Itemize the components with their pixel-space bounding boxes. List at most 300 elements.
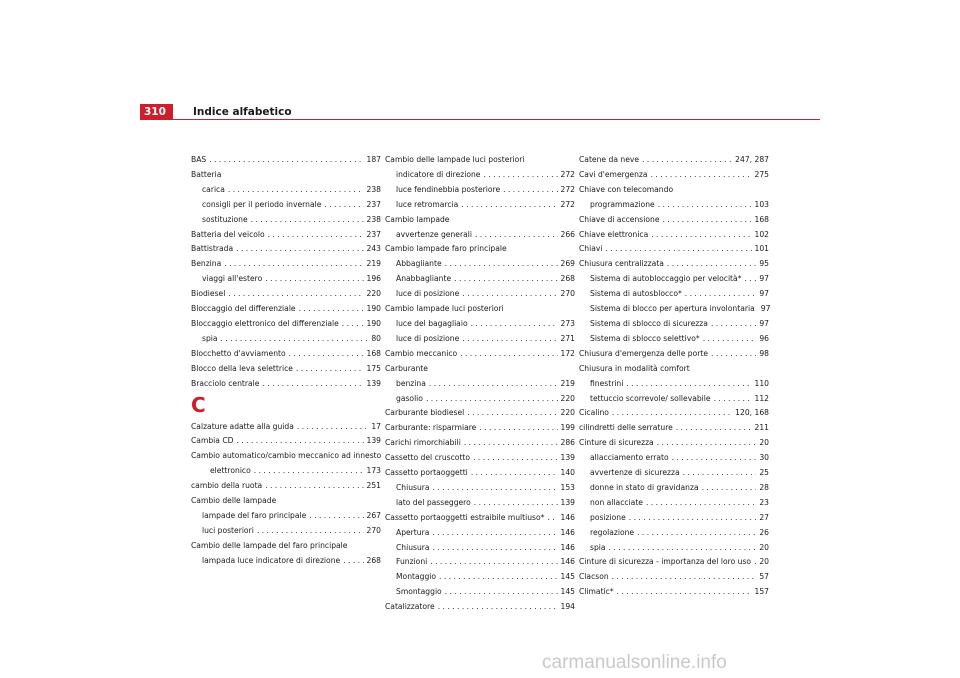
index-entry [579, 511, 769, 526]
dot-leader [257, 524, 364, 539]
index-entry [579, 332, 769, 347]
index-entry [579, 168, 769, 183]
dot-leader [483, 168, 557, 183]
index-entry [191, 153, 381, 168]
dot-leader [433, 481, 558, 496]
index-entry [385, 526, 575, 541]
dot-leader [439, 570, 557, 585]
index-entry [579, 347, 769, 362]
entry-page: 80 [371, 333, 381, 343]
dot-leader [237, 434, 364, 449]
index-entry [385, 257, 575, 272]
dot-leader [547, 511, 557, 526]
index-entry [191, 554, 381, 569]
entry-page: 247, 287 [735, 155, 769, 164]
index-entry [385, 481, 575, 496]
index-entry [191, 332, 381, 347]
entry-text: Biodiesel [191, 289, 226, 299]
entry-page: 26 [759, 527, 769, 537]
entry-page: 140 [560, 468, 575, 478]
dot-leader [711, 347, 756, 362]
entry-page: 139 [366, 436, 381, 446]
index-entry [191, 272, 381, 287]
index-entry [579, 317, 769, 332]
index-entry [385, 496, 575, 511]
entry-page: 211 [754, 423, 769, 433]
entry-text: luce del bagagliaio [396, 318, 468, 328]
entry-text: programmazione [590, 199, 655, 209]
dot-leader [473, 451, 557, 466]
index-heading: Carburante [385, 363, 428, 373]
entry-text: elettronico [210, 466, 251, 476]
index-heading: Chiusura in modalità comfort [579, 363, 690, 373]
entry-text: sostituzione [202, 214, 248, 224]
dot-leader [426, 392, 558, 407]
index-entry [579, 228, 769, 243]
entry-text: lampade del faro principale [202, 510, 307, 520]
index-entry [191, 464, 381, 479]
entry-page: 237 [366, 229, 381, 239]
entry-page: 173 [366, 466, 381, 476]
entry-text: indicatore di direzione [396, 169, 481, 179]
entry-page: 95 [759, 259, 769, 269]
entry-page: 238 [366, 214, 381, 224]
entry-text: Sistema di sblocco di sicurezza [590, 318, 708, 328]
dot-leader [228, 287, 363, 302]
index-entry [385, 332, 575, 347]
index-entry [579, 213, 769, 228]
entry-text: Batteria del veicolo [191, 229, 265, 239]
entry-page: 112 [754, 393, 769, 403]
dot-leader [254, 464, 364, 479]
dot-leader [236, 242, 363, 257]
index-heading: Batteria [191, 169, 222, 179]
index-entry [385, 228, 575, 243]
index-heading: Cambio automatico/cambio meccanico ad innesto [191, 451, 382, 461]
index-entry [385, 183, 575, 198]
dot-leader [646, 496, 756, 511]
index-heading: Cambio delle lampade luci posteriori [385, 155, 525, 164]
index-entry [385, 436, 575, 451]
dot-leader [702, 481, 757, 496]
entry-text: Cinture di sicurezza [579, 438, 654, 448]
entry-page: 220 [560, 408, 575, 418]
entry-page: 190 [366, 318, 381, 328]
dot-leader [464, 436, 558, 451]
entry-page: 102 [754, 229, 769, 239]
entry-text: benzina [396, 378, 426, 388]
index-entry [385, 541, 575, 556]
entry-text: allacciamento errato [590, 453, 669, 463]
entry-page: 146 [560, 557, 575, 567]
dot-leader [637, 526, 756, 541]
index-entry [579, 287, 769, 302]
dot-leader [299, 302, 364, 317]
entry-page: 97 [760, 304, 771, 314]
entry-text: Bloccaggio del differenziale [191, 304, 296, 314]
entry-text: Climatic* [579, 587, 614, 597]
entry-page: 97 [759, 289, 769, 299]
entry-text: BAS [191, 155, 207, 164]
index-entry [579, 541, 769, 556]
index-entry [385, 317, 575, 332]
dot-leader [228, 183, 364, 198]
dot-leader [467, 406, 557, 421]
index-entry [579, 451, 769, 466]
dot-leader [471, 317, 558, 332]
entry-text: viaggi all'estero [202, 274, 263, 284]
dot-leader [445, 585, 558, 600]
entry-text: Cassetto del cruscotto [385, 453, 471, 463]
index-entry [579, 481, 769, 496]
index-entry [579, 198, 769, 213]
entry-page: 272 [560, 169, 575, 179]
dot-leader [685, 287, 757, 302]
index-entry [579, 257, 769, 272]
entry-text: Smontaggio [396, 587, 442, 597]
entry-page: 267 [366, 510, 381, 520]
entry-text: finestrini [590, 378, 624, 388]
entry-text: Cicalino [579, 408, 609, 418]
index-entry [191, 183, 381, 198]
entry-page: 272 [560, 184, 575, 194]
index-entry [385, 585, 575, 600]
entry-text: Blocco della leva selettrice [191, 363, 293, 373]
index-entry [579, 392, 769, 407]
index-heading: Cambio lampade [385, 214, 450, 224]
index-entry [579, 272, 769, 287]
entry-text: Cambia CD [191, 436, 234, 446]
entry-text: luci posteriori [202, 525, 254, 535]
entry-text: Cavi d'emergenza [579, 169, 648, 179]
entry-text: Benzina [191, 259, 222, 269]
entry-text: luce di posizione [396, 333, 460, 343]
watermark: carmanualsonline.info [542, 652, 727, 673]
dot-leader [432, 526, 557, 541]
dot-leader [642, 153, 732, 168]
index-entry [191, 198, 381, 213]
entry-text: Sistema di sblocco selettivo* [590, 333, 700, 343]
entry-text: cambio della ruota [191, 481, 263, 491]
entry-text: gasolio [396, 393, 423, 403]
index-entry [385, 287, 575, 302]
entry-text: Blocchetto d'avviamento [191, 348, 286, 358]
entry-text: Carburante biodiesel [385, 408, 465, 418]
entry-page: 251 [366, 481, 381, 491]
entry-page: 172 [560, 348, 575, 358]
dot-leader [445, 257, 558, 272]
dot-leader [754, 555, 756, 570]
entry-page: 146 [560, 542, 575, 552]
entry-page: 17 [371, 421, 381, 431]
entry-text: luce fendinebbia posteriore [396, 184, 501, 194]
entry-page: 145 [560, 587, 575, 597]
dot-leader [703, 332, 757, 347]
index-entry [579, 526, 769, 541]
entry-text: Sistema di blocco per apertura involontaria [590, 304, 755, 314]
entry-text: posizione [590, 512, 626, 522]
entry-text: luce retromarcia [396, 199, 459, 209]
entry-page: 194 [560, 602, 575, 612]
section-letter: C [191, 392, 206, 417]
dot-leader [658, 198, 752, 213]
dot-leader [324, 198, 363, 213]
index-entry [385, 377, 575, 392]
dot-leader [309, 509, 363, 524]
dot-leader [503, 183, 557, 198]
dot-leader [429, 377, 558, 392]
entry-page: 266 [560, 229, 575, 239]
index-entry [191, 317, 381, 332]
entry-text: spia [590, 542, 606, 552]
dot-leader [265, 272, 363, 287]
dot-leader [683, 466, 757, 481]
entry-page: 268 [366, 555, 381, 565]
dot-leader [474, 496, 558, 511]
entry-page: 175 [366, 363, 381, 373]
dot-leader [433, 541, 558, 556]
entry-text: consigli per il periodo invernale [202, 199, 322, 209]
entry-text: Carichi rimorchiabili [385, 438, 461, 448]
entry-page: 139 [560, 497, 575, 507]
entry-text: avvertenze di sicurezza [590, 468, 680, 478]
dot-leader [629, 511, 757, 526]
entry-page: 20 [759, 557, 769, 567]
entry-text: Sistema di autobloccaggio per velocità* [590, 274, 742, 284]
dot-leader [711, 317, 756, 332]
dot-leader [289, 347, 364, 362]
index-entry [385, 347, 575, 362]
entry-page: 30 [759, 453, 769, 463]
entry-text: tettuccio scorrevole/ sollevabile [590, 393, 711, 403]
index-entry [385, 555, 575, 570]
entry-page: 269 [560, 259, 575, 269]
dot-leader [342, 317, 364, 332]
entry-page: 237 [366, 199, 381, 209]
entry-page: 27 [759, 512, 769, 522]
entry-text: Chiave elettronica [579, 229, 649, 239]
index-entry [579, 242, 769, 257]
dot-leader [612, 570, 757, 585]
entry-page: 25 [759, 468, 769, 478]
entry-text: Cassetto portaoggetti estraibile multiuso* [385, 512, 545, 522]
entry-page: 153 [560, 482, 575, 492]
entry-page: 157 [754, 587, 769, 597]
entry-text: avvertenze generali [396, 229, 472, 239]
page-title: Indice alfabetico [193, 106, 292, 118]
dot-leader [479, 421, 557, 436]
dot-leader [297, 420, 368, 435]
index-entry [579, 406, 769, 421]
entry-page: 270 [560, 289, 575, 299]
entry-text: spia [202, 333, 218, 343]
index-entry [191, 302, 381, 317]
entry-text: Abbagliante [396, 259, 442, 269]
dot-leader [209, 153, 363, 168]
dot-leader [609, 541, 757, 556]
dot-leader [296, 362, 364, 377]
dot-leader [745, 272, 757, 287]
dot-leader [462, 332, 557, 347]
page-number: 310 [144, 106, 166, 118]
entry-text: cilindretti delle serrature [579, 423, 673, 433]
index-heading: Cambio delle lampade [191, 496, 277, 506]
dot-leader [605, 242, 751, 257]
entry-text: Chiusura d'emergenza delle porte [579, 348, 709, 358]
entry-text: Bracciolo centrale [191, 378, 260, 388]
index-entry [385, 451, 575, 466]
entry-page: 120, 168 [735, 408, 769, 418]
index-entry [191, 242, 381, 257]
entry-text: Sistema di autosblocco* [590, 289, 682, 299]
entry-page: 139 [560, 453, 575, 463]
index-entry [385, 198, 575, 213]
dot-leader [262, 377, 363, 392]
dot-leader [460, 347, 557, 362]
entry-page: 23 [759, 497, 769, 507]
entry-text: Cinture di sicurezza - importanza del loro uso [579, 557, 752, 567]
index-entry [579, 421, 769, 436]
index-entry [385, 570, 575, 585]
dot-leader [626, 377, 751, 392]
dot-leader [268, 228, 364, 243]
index-heading: Cambio lampade luci posteriori [385, 304, 504, 314]
index-column-2 [385, 153, 575, 615]
entry-page: 101 [754, 244, 769, 254]
entry-page: 219 [560, 378, 575, 388]
index-heading: Chiave con telecomando [579, 184, 674, 194]
index-entry [385, 421, 575, 436]
dot-leader [251, 213, 364, 228]
entry-page: 146 [560, 512, 575, 522]
entry-text: Chiusura centralizzata [579, 259, 664, 269]
index-entry [191, 420, 381, 435]
index-entry [579, 585, 769, 600]
dot-leader [612, 406, 732, 421]
entry-page: 168 [754, 214, 769, 224]
index-entry [579, 436, 769, 451]
dot-leader [471, 466, 558, 481]
entry-page: 110 [754, 378, 769, 388]
entry-page: 219 [366, 259, 381, 269]
entry-text: Clacson [579, 572, 609, 582]
dot-leader [657, 436, 757, 451]
entry-text: Chiave di accensione [579, 214, 660, 224]
dot-leader [221, 332, 369, 347]
dot-leader [663, 213, 752, 228]
index-entry [579, 302, 769, 317]
entry-page: 271 [560, 333, 575, 343]
entry-page: 268 [560, 274, 575, 284]
index-entry [579, 377, 769, 392]
entry-text: Montaggio [396, 572, 437, 582]
entry-text: Cassetto portaoggetti [385, 468, 468, 478]
dot-leader [343, 554, 363, 569]
entry-page: 168 [366, 348, 381, 358]
entry-page: 199 [560, 423, 575, 433]
entry-page: 28 [759, 482, 769, 492]
dot-leader [714, 392, 752, 407]
dot-leader [672, 451, 757, 466]
entry-text: Anabbagliante [396, 274, 452, 284]
header-divider [140, 119, 820, 120]
entry-page: 275 [754, 169, 769, 179]
entry-page: 57 [759, 572, 769, 582]
dot-leader [462, 287, 557, 302]
dot-leader [438, 600, 558, 615]
index-entry [191, 213, 381, 228]
entry-page: 103 [754, 199, 769, 209]
dot-leader [461, 198, 557, 213]
entry-text: Chiusura [396, 542, 430, 552]
index-entry [579, 570, 769, 585]
entry-text: Funzioni [396, 557, 428, 567]
dot-leader [676, 421, 752, 436]
index-entry [191, 479, 381, 494]
dot-leader [454, 272, 557, 287]
entry-page: 272 [560, 199, 575, 209]
entry-text: lampada luce indicatore di direzione [202, 555, 341, 565]
entry-page: 286 [560, 438, 575, 448]
dot-leader [651, 228, 751, 243]
entry-page: 190 [366, 304, 381, 314]
index-entry [191, 362, 381, 377]
entry-page: 270 [366, 525, 381, 535]
entry-text: non allacciate [590, 497, 643, 507]
entry-page: 20 [759, 542, 769, 552]
entry-text: Cambio meccanico [385, 348, 458, 358]
index-entry [385, 272, 575, 287]
index-entry [191, 509, 381, 524]
index-entry [385, 406, 575, 421]
entry-text: Bloccaggio elettronico del differenziale [191, 318, 339, 328]
entry-text: donne in stato di gravidanza [590, 482, 699, 492]
index-entry [385, 511, 575, 526]
index-entry [579, 153, 769, 168]
entry-text: luce di posizione [396, 289, 460, 299]
entry-page: 20 [759, 438, 769, 448]
dot-leader [667, 257, 756, 272]
entry-page: 273 [560, 318, 575, 328]
index-column-1 [191, 153, 381, 569]
index-entry [191, 434, 381, 449]
entry-page: 145 [560, 572, 575, 582]
index-entry [191, 377, 381, 392]
dot-leader [430, 555, 557, 570]
entry-page: 97 [759, 274, 769, 284]
entry-text: Calzature adatte alla guida [191, 421, 294, 431]
index-entry [385, 392, 575, 407]
index-entry [385, 600, 575, 615]
index-entry [191, 287, 381, 302]
entry-page: 238 [366, 184, 381, 194]
index-entry [191, 257, 381, 272]
entry-text: lato del passeggero [396, 497, 471, 507]
dot-leader [617, 585, 752, 600]
entry-page: 220 [560, 393, 575, 403]
dot-leader [265, 479, 363, 494]
index-entry [385, 168, 575, 183]
entry-text: Catene da neve [579, 155, 640, 164]
entry-text: Battistrada [191, 244, 234, 254]
index-entry [191, 524, 381, 539]
entry-page: 243 [366, 244, 381, 254]
entry-page: 97 [759, 318, 769, 328]
entry-page: 139 [366, 378, 381, 388]
entry-text: Chiavi [579, 244, 603, 254]
index-entry [191, 347, 381, 362]
entry-page: 96 [759, 333, 769, 343]
